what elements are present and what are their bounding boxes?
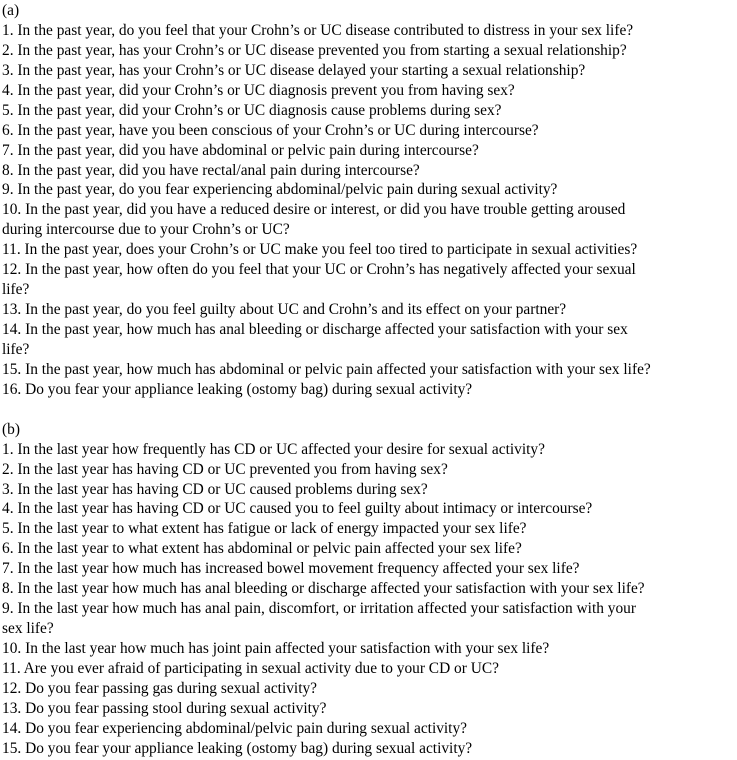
question-item — [2, 719, 737, 739]
question-text-line: sex life? — [2, 620, 54, 638]
question-item — [2, 180, 737, 200]
question-item — [2, 300, 737, 320]
question-item — [2, 161, 737, 181]
question-text-line: 1. In the last year how frequently has CD or UC affected your desire for sexual activity? — [2, 440, 545, 458]
question-item — [2, 440, 737, 460]
question-item — [2, 699, 737, 719]
question-item — [2, 141, 737, 161]
question-item — [2, 320, 737, 360]
question-text-line: 15. Do you fear your appliance leaking (ostomy bag) during sexual activity? — [2, 739, 473, 757]
section-b — [2, 420, 737, 759]
question-text-line: 6. In the last year to what extent has abdominal or pelvic pain affected your sex life? — [2, 540, 522, 558]
question-text-line: 4. In the last year has having CD or UC caused you to feel guilty about intimacy or intercourse? — [2, 500, 593, 518]
question-text-line: 10. In the last year how much has joint pain affected your satisfaction with your sex life? — [2, 640, 550, 657]
section-a — [2, 1, 737, 400]
question-text-line: 2. In the past year, has your Crohn’s or UC disease prevented you from starting a sexual relationship? — [2, 41, 627, 59]
question-text-line: life? — [2, 281, 30, 299]
question-item — [2, 380, 737, 400]
question-text-line: 3. In the past year, has your Crohn’s or UC disease delayed your starting a sexual relationship? — [2, 61, 586, 79]
section-label: (b) — [2, 420, 20, 438]
question-item — [2, 579, 737, 599]
question-item — [2, 240, 737, 260]
question-item — [2, 499, 737, 519]
question-item — [2, 260, 737, 300]
question-item — [2, 679, 737, 699]
question-text-line: 9. In the last year how much has anal pain, discomfort, or irritation affected your satisfaction with your — [2, 600, 636, 618]
question-text-line: life? — [2, 340, 30, 358]
question-item — [2, 739, 737, 759]
question-text-line: 13. In the past year, do you feel guilty about UC and Crohn’s and its effect on your partner? — [2, 301, 567, 319]
question-item — [2, 101, 737, 121]
question-text-line: 11. In the past year, does your Crohn’s or UC make you feel too tired to participate in sexual activities? — [2, 241, 638, 259]
question-item — [2, 200, 737, 240]
question-item — [2, 480, 737, 500]
question-text-line: 12. In the past year, how often do you feel that your UC or Crohn’s has negatively affected your sexual — [2, 261, 636, 279]
question-text-line: 12. Do you fear passing gas during sexual activity? — [2, 679, 318, 697]
question-text-line: 16. Do you fear your appliance leaking (ostomy bag) during sexual activity? — [2, 380, 473, 398]
question-item — [2, 559, 737, 579]
question-text-line: 3. In the last year has having CD or UC caused problems during sex? — [2, 480, 428, 498]
question-item — [2, 360, 737, 380]
question-text-line: 10. In the past year, did you have a reduced desire or interest, or did you have trouble getting aroused — [2, 201, 626, 219]
question-text-line: 1. In the past year, do you feel that your Crohn’s or UC disease contributed to distress in your sex life? — [2, 21, 634, 39]
question-text-line: 8. In the last year how much has anal bleeding or discharge affected your satisfaction with your sex life? — [2, 580, 645, 598]
question-text-line: during intercourse due to your Crohn’s or UC? — [2, 221, 290, 239]
question-text-line: 6. In the past year, have you been conscious of your Crohn’s or UC during intercourse? — [2, 121, 539, 139]
question-text-line: 5. In the past year, did your Crohn’s or UC diagnosis cause problems during sex? — [2, 101, 502, 119]
question-item — [2, 539, 737, 559]
question-item — [2, 21, 737, 41]
question-item — [2, 121, 737, 141]
question-text-line: 14. Do you fear experiencing abdominal/pelvic pain during sexual activity? — [2, 719, 467, 737]
question-text-line: 11. Are you ever afraid of participating in sexual activity due to your CD or UC? — [2, 659, 499, 677]
question-text-line: 2. In the last year has having CD or UC prevented you from having sex? — [2, 460, 448, 478]
question-text-line: 7. In the past year, did you have abdominal or pelvic pain during intercourse? — [2, 141, 479, 159]
section-label: (a) — [2, 2, 20, 19]
section-gap — [2, 400, 737, 420]
question-item — [2, 61, 737, 81]
question-item — [2, 81, 737, 101]
question-text-line: 9. In the past year, do you fear experiencing abdominal/pelvic pain during sexual activity? — [2, 181, 558, 199]
question-item — [2, 41, 737, 61]
question-item — [2, 519, 737, 539]
question-text-line: 8. In the past year, did you have rectal/anal pain during intercourse? — [2, 161, 420, 179]
question-text-line: 13. Do you fear passing stool during sexual activity? — [2, 699, 327, 717]
question-text-line: 5. In the last year to what extent has fatigue or lack of energy impacted your sex life? — [2, 520, 527, 538]
question-item — [2, 460, 737, 480]
question-text-line: 14. In the past year, how much has anal bleeding or discharge affected your satisfaction with your sex — [2, 321, 628, 338]
question-item — [2, 599, 737, 639]
question-text-line: 15. In the past year, how much has abdominal or pelvic pain affected your satisfaction with your sex life? — [2, 360, 651, 378]
question-item — [2, 639, 737, 659]
question-item — [2, 659, 737, 679]
question-text-line: 4. In the past year, did your Crohn’s or UC diagnosis prevent you from having sex? — [2, 81, 515, 99]
question-text-line: 7. In the last year how much has increased bowel movement frequency affected your sex life? — [2, 560, 580, 578]
